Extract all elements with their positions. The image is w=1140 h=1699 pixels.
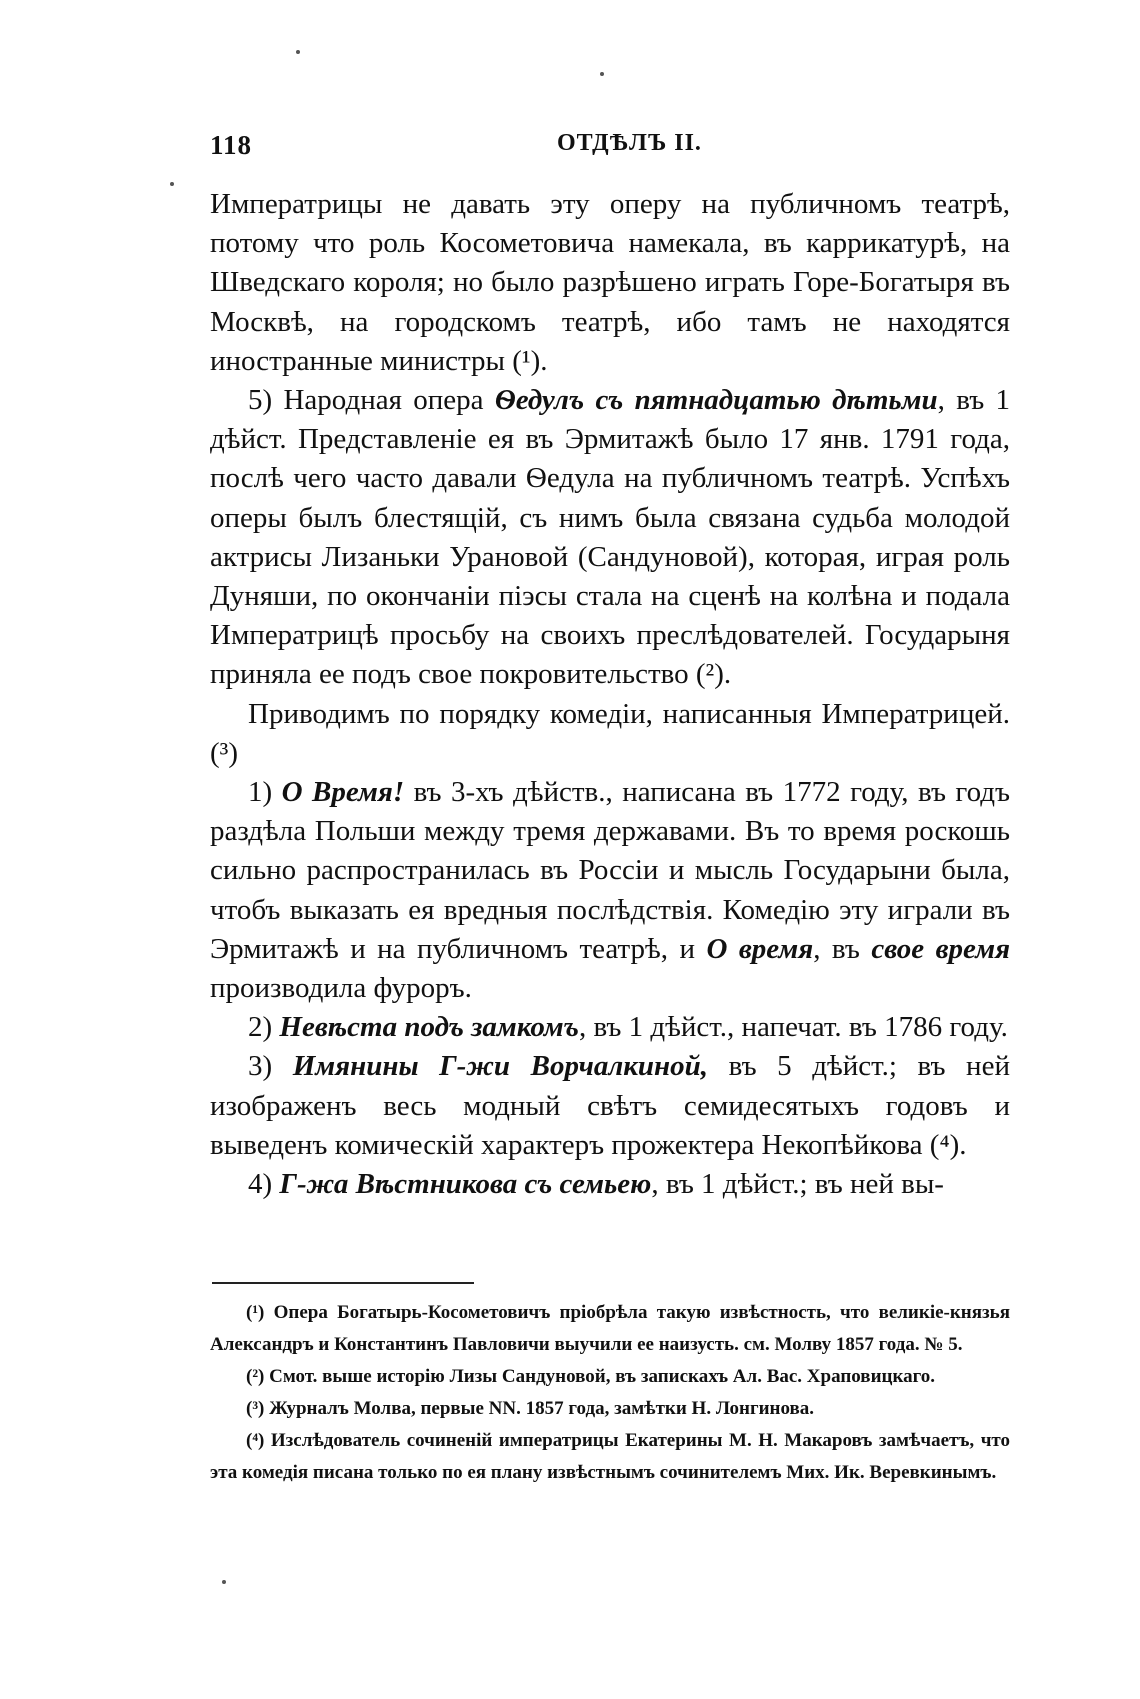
text-run: Приводимъ по порядку комедіи, написанныя Императрицей. (³) [210, 697, 1010, 769]
scan-speck [600, 72, 604, 76]
work-title: Невѣста подъ замкомъ [279, 1011, 579, 1044]
footnote-4: (⁴) Изслѣдователь сочиненій императрицы Екатерины М. Н. Макаровъ замѣчаетъ, что эта комедія писана только по ея плану извѣстнымъ сочинителемъ Мих. Ик. Веревкинымъ. [210, 1430, 1010, 1483]
work-title: О Время! [281, 776, 405, 809]
text-run: 3) [248, 1050, 293, 1083]
text-run: , въ 1 дѣйст.; въ ней вы- [651, 1168, 944, 1201]
text-run: Императрицы не давать эту оперу на публичномъ театрѣ, потому что роль Косометовича намекала, въ каррикатурѣ, на Шведскаго короля; но было разрѣшено играть Горе-Богатыря въ Москвѣ, на городскомъ театрѣ, ибо тамъ не находятся иностранные министры (¹). [210, 188, 1010, 377]
footnote-2: (²) Смот. выше исторію Лизы Сандуновой, въ запискахъ Ал. Вас. Храповицкаго. [246, 1366, 936, 1387]
work-title: Г-жа Вѣстникова съ семьею [279, 1168, 652, 1201]
scan-speck [296, 50, 300, 54]
footnotes [210, 1297, 1010, 1489]
emphasis: свое время [871, 932, 1011, 965]
text-run: , въ [813, 932, 872, 965]
text-run: 4) [248, 1168, 280, 1201]
text-run: 5) Народная опера [248, 384, 495, 417]
scan-speck [170, 182, 174, 186]
main-text [210, 185, 1010, 1204]
section-title: ОТДѢЛЪ II. [557, 130, 702, 156]
work-title: О время [706, 932, 814, 965]
paragraph-continuation [210, 185, 1010, 381]
paragraph-comedy-2 [210, 1008, 1010, 1047]
footnote-1: (¹) Опера Богатырь-Косометовичъ пріобрѣла такую извѣстность, что великіе-князья Александръ и Константинъ Павловичи выучили ее наизусть. см. Молву 1857 года. № 5. [210, 1302, 1010, 1355]
running-header [210, 130, 1010, 170]
footnote-divider [212, 1282, 474, 1284]
footnote-3: (³) Журналъ Молва, первые NN. 1857 года, замѣтки Н. Лонгинова. [246, 1398, 815, 1419]
text-run: въ 5 дѣйст.; въ ней изображенъ весь модный свѣтъ семидесятыхъ годовъ и выведенъ комическій характеръ прожектера Некопѣйкова (⁴). [210, 1050, 1010, 1161]
text-run: въ 3-хъ дѣйств., написана въ 1772 году, въ годъ раздѣла Польши между тремя державами. Въ то время роскошь сильно распространилась въ Россіи и мысль Государыни была, чтобъ выказать ея вредныя послѣдствія. Комедію эту играли въ Эрмитажѣ и на публичномъ театрѣ, и [210, 776, 1010, 965]
work-title: Ѳедулъ съ пятнадцатью дѣтьми [494, 384, 938, 417]
paragraph-comedy-1 [210, 773, 1010, 1008]
text-run: 1) [248, 776, 282, 809]
paragraph-comedies-intro [210, 695, 1010, 773]
paragraph-opera-fedul [210, 381, 1010, 695]
text-run: , въ 1 дѣйст., напечат. въ 1786 году. [578, 1011, 1008, 1044]
scan-speck [222, 1580, 226, 1584]
paragraph-comedy-3 [210, 1047, 1010, 1165]
text-run: , въ 1 дѣйст. Представленіе ея въ Эрмитажѣ было 17 янв. 1791 года, послѣ чего часто давали Ѳедула на публичномъ театрѣ. Успѣхъ оперы былъ блестящій, съ нимъ была связана судьба молодой актрисы Лизаньки Урановой (Сандуновой), которая, играя роль Дуняши, по окончаніи піэсы стала на сценѣ на колѣна и подала Императрицѣ просьбу на своихъ преслѣдователей. Государыня приняла ее подъ свое покровительство (²). [210, 384, 1011, 691]
text-run: 2) [248, 1011, 280, 1044]
work-title: Имянины Г-жи Ворчалкиной, [292, 1050, 709, 1083]
page-number: 118 [210, 130, 253, 160]
paragraph-comedy-4 [210, 1165, 1010, 1204]
text-run: производила фуроръ. [210, 972, 472, 1005]
